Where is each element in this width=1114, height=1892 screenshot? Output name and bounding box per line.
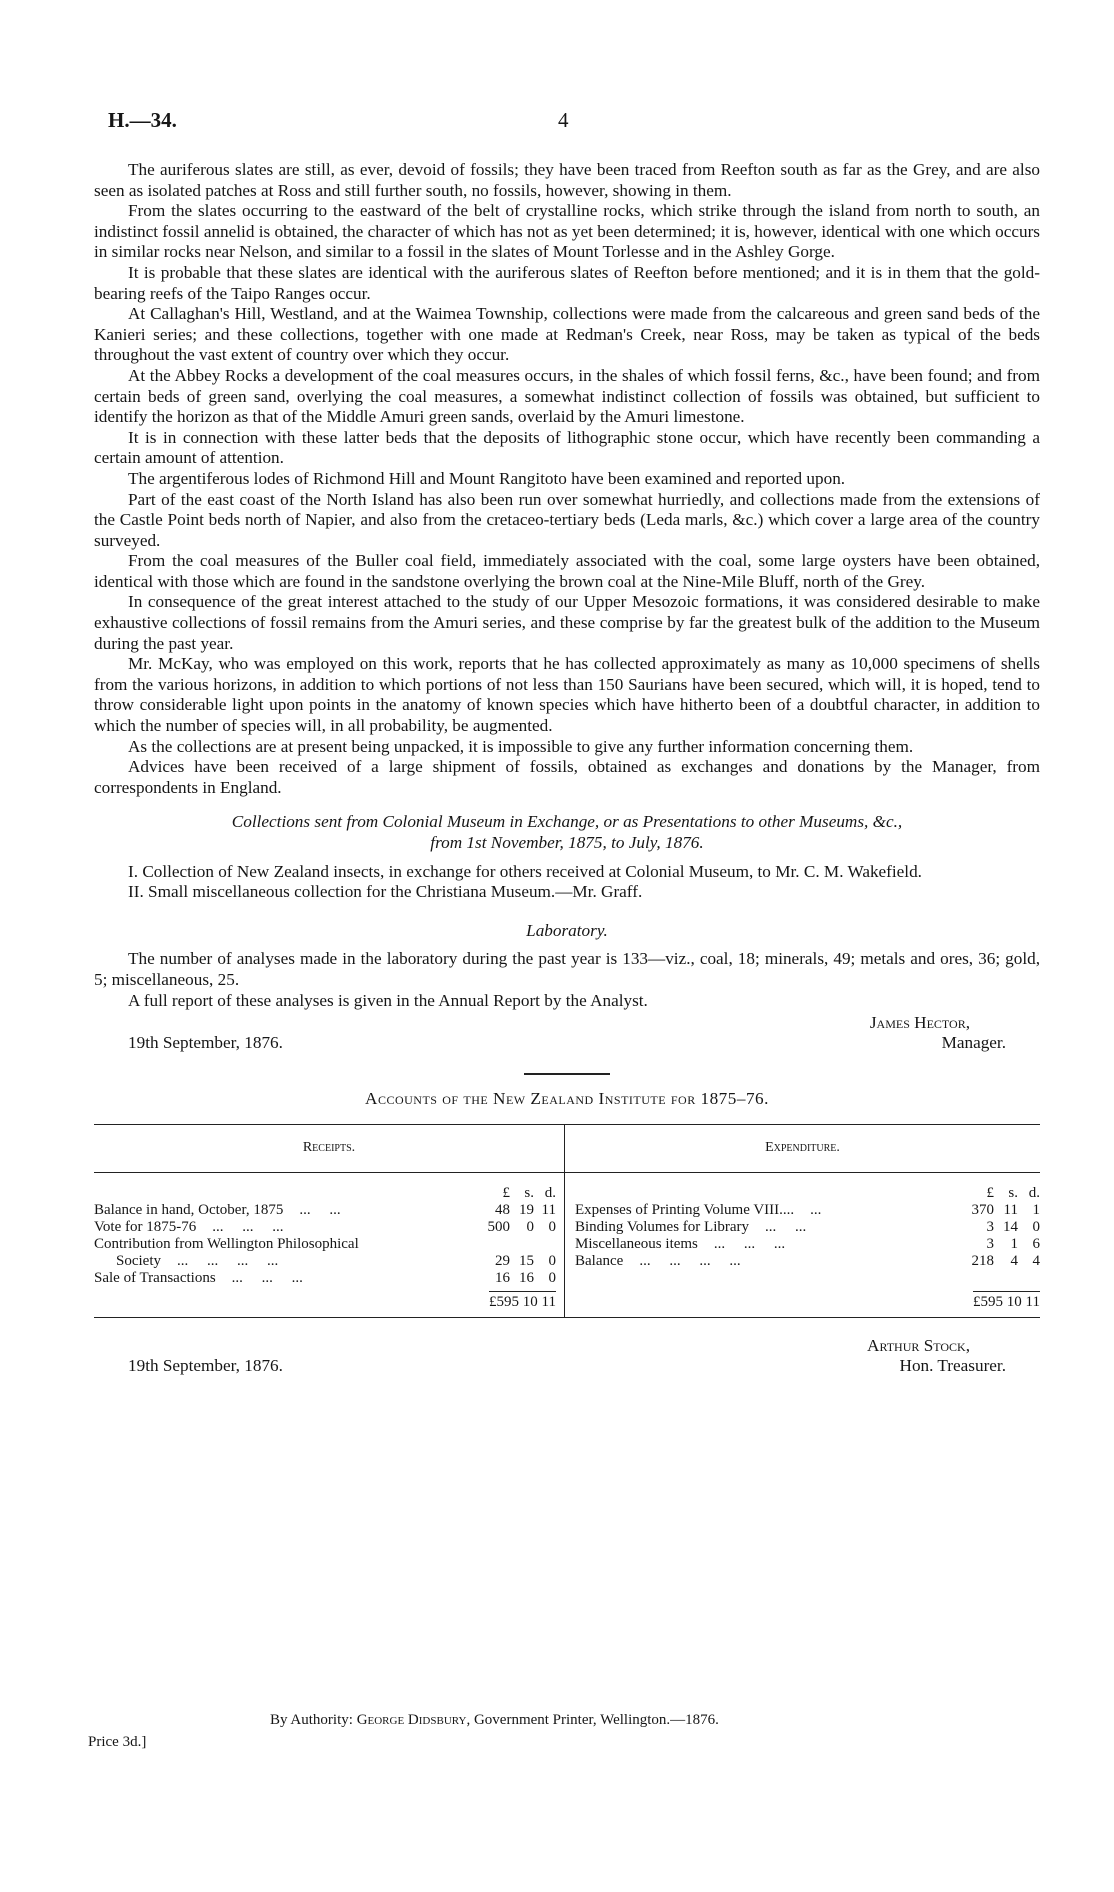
signatory-role: Hon. Treasurer. [899, 1355, 1006, 1375]
amount-shillings: 1 [1010, 1235, 1018, 1252]
receipts-header: Receipts. [94, 1124, 565, 1172]
receipts-column [94, 1172, 565, 1317]
amount-pounds: 16 [495, 1269, 510, 1286]
account-row [575, 1202, 1040, 1219]
dot-leader: ... ... ... [231, 1269, 303, 1286]
account-row-label: Society [116, 1252, 161, 1269]
pence-header: d. [1028, 1184, 1040, 1201]
account-row [94, 1202, 556, 1219]
laboratory-paragraph: A full report of these analyses is given in the Annual Report by the Analyst. [128, 990, 648, 1010]
price-label: Price 3d.] [88, 1734, 147, 1750]
expenditure-list [575, 1202, 1040, 1270]
amount-shillings: 15 [519, 1252, 534, 1269]
collections-heading-line1: Collections sent from Colonial Museum in Exchange, or as Presentations to other Museums, &c., [231, 812, 903, 832]
account-row-label: Vote for 1875-76 [94, 1218, 197, 1235]
dot-leader: ... [810, 1201, 822, 1218]
amount-pence: 6 [1032, 1235, 1040, 1252]
amount-shillings: 14 [1003, 1218, 1018, 1235]
account-row-label-group [575, 1202, 821, 1219]
receipts-total-row [94, 1291, 556, 1311]
paragraph: The auriferous slates are still, as ever, devoid of fossils; they have been traced from Reefton south as far as the Grey, and are also seen as isolated patches at Ross and still further south, no fossils, however, showing in them. [94, 160, 1040, 200]
pounds-header: £ [986, 1184, 994, 1201]
pounds-header: £ [502, 1184, 510, 1201]
dot-leader: ... ... [299, 1201, 341, 1218]
amount-shillings: 4 [1010, 1252, 1018, 1269]
currency-header [94, 1185, 556, 1202]
dot-leader: ... ... ... [713, 1235, 786, 1252]
paragraph: It is in connection with these latter beds that the deposits of lithographic stone occur, which have recently been commanding a certain amount of attention. [94, 427, 1040, 468]
dot-leader: ... ... ... [212, 1218, 284, 1235]
amount-pounds: 370 [971, 1201, 994, 1218]
amount-pounds: 3 [986, 1218, 994, 1235]
receipts-list [94, 1202, 556, 1287]
account-row-label-group [575, 1236, 785, 1253]
treasurer-signature [94, 1334, 1040, 1382]
paragraph: It is probable that these slates are identical with the auriferous slates of Reefton before mentioned; and it is in them that the gold-bearing reefs of the Taipo Ranges occur. [94, 262, 1040, 303]
expenditure-total: £595 10 11 [973, 1291, 1040, 1311]
account-row-label-group [575, 1219, 806, 1236]
signatory-name: Arthur Stock, [867, 1335, 970, 1355]
section-divider [524, 1073, 610, 1075]
laboratory-paragraph: The number of analyses made in the laboratory during the past year is 133—viz., coal, 18; minerals, 49; metals and ores, 36; gold, 5; miscellaneous, 25. [94, 949, 1040, 989]
account-row [575, 1253, 1040, 1270]
amount-pence: 0 [548, 1218, 556, 1235]
report-code: H.—34. [108, 108, 177, 132]
signature-date: 19th September, 1876. [128, 1355, 283, 1375]
printer-imprint [270, 1712, 719, 1729]
amount-shillings: 16 [519, 1269, 534, 1286]
accounts-table [94, 1124, 1040, 1318]
paragraph: Advices have been received of a large shipment of fossils, obtained as exchanges and donations by the Manager, from correspondents in England. [94, 757, 1040, 797]
account-row-label-group [94, 1202, 341, 1219]
amount-pounds: 500 [487, 1218, 510, 1235]
account-row [575, 1219, 1040, 1236]
pence-header: d. [544, 1184, 556, 1201]
accounts-body-row [94, 1172, 1040, 1317]
account-row-label: Balance in hand, October, 1875 [94, 1201, 284, 1218]
paragraph: From the slates occurring to the eastward of the belt of crystalline rocks, which strike through the island from north to south, an indistinct fossil annelid is obtained, the character of which has not as yet been determined; it is, however, identical with one which occurs in similar rocks near Nelson, and similar to a fossil in the slates of Mount Torlesse and in the Ashley Gorge. [94, 201, 1040, 262]
account-amount [956, 1236, 1040, 1253]
paragraph: At Callaghan's Hill, Westland, and at the Waimea Township, collections were made from the calcareous and green sand beds of the Kanieri series; and these collections, together with one made at Redman's Creek, near Ross, may be taken as typical of the beds throughout the vast extent of country over which they occur. [94, 304, 1040, 365]
collection-item: II. Small miscellaneous collection for the Christiana Museum.—Mr. Graff. [128, 882, 643, 902]
receipts-total: £595 10 11 [489, 1291, 556, 1311]
amount-pounds: 218 [971, 1252, 994, 1269]
account-row-label: Sale of Transactions [94, 1269, 216, 1286]
amount-pence: 0 [548, 1252, 556, 1269]
body-text [94, 160, 1040, 1382]
account-amount [956, 1253, 1040, 1270]
account-row-label-group [575, 1253, 741, 1270]
account-row [94, 1253, 556, 1270]
amount-pence: 1 [1032, 1201, 1040, 1218]
page-header [108, 108, 1048, 138]
collections-heading [94, 812, 1040, 853]
paragraph: The argentiferous lodes of Richmond Hill and Mount Rangitoto have been examined and reported upon. [128, 468, 846, 488]
amount-pence: 0 [548, 1269, 556, 1286]
amount-pence: 4 [1032, 1252, 1040, 1269]
laboratory-heading: Laboratory. [526, 920, 608, 940]
dot-leader: ... ... ... ... [177, 1252, 279, 1269]
account-row [575, 1236, 1040, 1253]
expenditure-total-row [575, 1291, 1040, 1311]
amount-pounds: 3 [986, 1235, 994, 1252]
expenditure-header: Expenditure. [565, 1124, 1041, 1172]
account-row-label: Binding Volumes for Library [575, 1218, 750, 1235]
account-row-label-group [94, 1270, 303, 1287]
dot-leader: ... ... ... ... [639, 1252, 741, 1269]
accounts-bottom-rule [94, 1317, 1040, 1318]
printer-name: George Didsbury, [356, 1712, 471, 1728]
account-row-label-group [94, 1219, 283, 1236]
signatory-role: Manager. [941, 1033, 1006, 1053]
account-row-label: Balance [575, 1252, 624, 1269]
paragraph: From the coal measures of the Buller coal field, immediately associated with the coal, some large oysters have been obtained, identical with those which are found in the sandstone overlying the brown coal at the Nine-Mile Bluff, north of the Grey. [94, 551, 1040, 591]
collection-item: I. Collection of New Zealand insects, in exchange for others received at Colonial Museum, to Mr. C. M. Wakefield. [128, 861, 922, 881]
account-amount [472, 1253, 556, 1270]
signatory-name: James Hector, [869, 1013, 970, 1033]
shillings-header: s. [1008, 1184, 1018, 1201]
shillings-header: s. [524, 1184, 534, 1201]
dot-leader: ... ... [765, 1218, 807, 1235]
account-row-label: Expenses of Printing Volume VIII.... [575, 1201, 795, 1218]
paragraph: As the collections are at present being unpacked, it is impossible to give any further information concerning them. [128, 736, 914, 756]
amount-shillings: 11 [1003, 1201, 1018, 1218]
amount-shillings: 0 [526, 1218, 534, 1235]
account-row-label: Contribution from Wellington Philosophical [94, 1235, 359, 1252]
currency-header [575, 1185, 1040, 1202]
account-row-label-group [94, 1236, 375, 1253]
account-amount [472, 1236, 556, 1253]
page-number: 4 [558, 108, 569, 132]
amount-pence: 0 [1032, 1218, 1040, 1235]
account-amount [956, 1219, 1040, 1236]
paragraph: In consequence of the great interest attached to the study of our Upper Mesozoic formations, it was considered desirable to make exhaustive collections of fossil remains from the Amuri series, and these comprise by far the greatest bulk of the addition to the Museum during the past year. [94, 592, 1040, 653]
account-amount [956, 1202, 1040, 1219]
imprint-suffix: Government Printer, Wellington.—1876. [473, 1712, 719, 1728]
account-row [94, 1270, 556, 1287]
collections-heading-line2: from 1st November, 1875, to July, 1876. [430, 833, 704, 852]
paragraph: Mr. McKay, who was employed on this work, reports that he has collected approximately as many as 10,000 specimens of shells from the various horizons, in addition to which portions of not less than 150 Saurians have been secured, which will, it is hoped, tend to throw considerable light upon points in the anatomy of known species which have hitherto been of a doubtful character, in addition to which the number of species will, in all probability, be augmented. [94, 654, 1040, 736]
account-amount [472, 1219, 556, 1236]
amount-pence: 11 [541, 1201, 556, 1218]
amount-pounds: 48 [495, 1201, 510, 1218]
amount-shillings: 19 [519, 1201, 534, 1218]
paragraph: Part of the east coast of the North Island has also been run over somewhat hurriedly, and collections made from the extensions of the Castle Point beds north of Napier, and also from the cretaceo-tertiary beds (Leda marls, &c.) which cover a large area of the country surveyed. [94, 489, 1040, 550]
account-row [94, 1236, 556, 1253]
accounts-header-row [94, 1124, 1040, 1172]
account-row-label: Miscellaneous items [575, 1235, 698, 1252]
accounts-title: Accounts of the New Zealand Institute for 1875–76. [365, 1089, 769, 1109]
account-row-label-group [94, 1253, 278, 1270]
signature-date: 19th September, 1876. [128, 1033, 283, 1053]
account-amount [472, 1202, 556, 1219]
expenditure-column [565, 1172, 1041, 1317]
imprint-prefix: By Authority: [270, 1712, 353, 1728]
amount-pounds: 29 [495, 1252, 510, 1269]
manager-signature [94, 1013, 1040, 1057]
account-amount [472, 1270, 556, 1287]
account-row [94, 1219, 556, 1236]
paragraph: At the Abbey Rocks a development of the coal measures occurs, in the shales of which fossil ferns, &c., have been found; and from certain beds of green sand, overlying the coal measures, a somewhat indistinct collection of fossils was obtained, but sufficient to identify the horizon as that of the Middle Amuri green sands, overlaid by the Amuri limestone. [94, 365, 1040, 427]
